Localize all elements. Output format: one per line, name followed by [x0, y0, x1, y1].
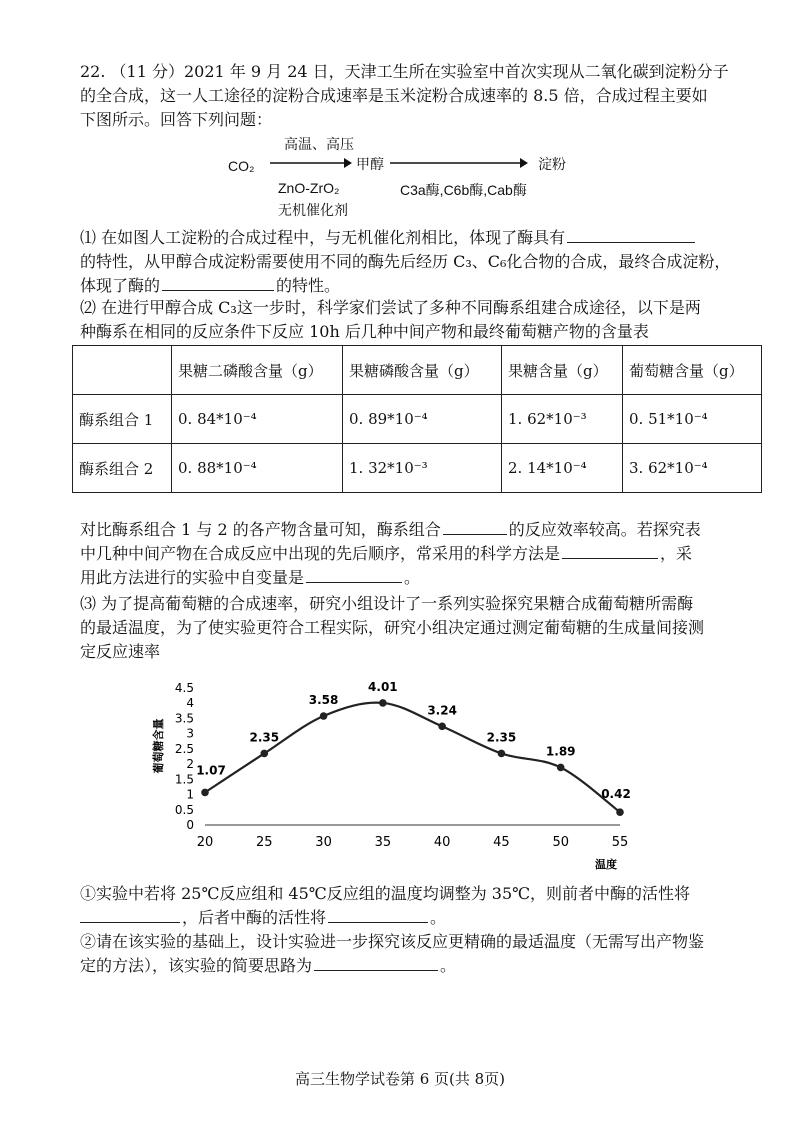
chart-data-label: 3.58	[308, 693, 339, 708]
chart-y-tick-label: 4.5	[174, 681, 194, 695]
part1-text-1: ⑴ 在如图人工淀粉的合成过程中，与无机催化剂相比，体现了酶具有	[80, 228, 566, 247]
chart-x-tick-label: 30	[315, 835, 332, 850]
chart-data-point	[438, 723, 446, 731]
scheme-catalyst-formula: ZnO-ZrO₂	[278, 180, 340, 196]
question-stem	[80, 60, 730, 132]
part2b-text-5: 用此方法进行的实验中自变量是	[80, 568, 305, 587]
scheme-co2: CO₂	[228, 158, 255, 174]
page-footer: 高三生物学试卷第 6 页(共 8页)	[294, 1070, 506, 1088]
chart-data-labels	[196, 680, 631, 801]
scheme-starch: 淀粉	[538, 156, 566, 172]
chart-data-label: 2.35	[486, 730, 517, 745]
part3-text-3: 定反应速率	[80, 642, 161, 661]
chart-x-tick-label: 25	[256, 835, 273, 850]
table-row	[73, 444, 762, 493]
chart-data-point	[320, 712, 328, 720]
answer-blank-7[interactable]	[328, 906, 428, 923]
part2b-text-3: 中几种中间产物在合成反应中出现的先后顺序，常采用的科学方法是	[80, 544, 561, 563]
table-header-cell: 果糖二磷酸含量（g）	[172, 346, 343, 395]
table-cell: 1. 32*10⁻³	[343, 444, 502, 493]
scheme-arrow-1	[270, 156, 352, 170]
chart-data-point	[498, 750, 506, 758]
scheme-condition-top: 高温、高压	[284, 136, 354, 152]
table-header-cell: 葡萄糖含量（g）	[623, 346, 762, 395]
chart-y-label	[151, 719, 165, 774]
question-line-3: 下图所示。回答下列问题：	[80, 110, 273, 129]
part3b-text-6: 。	[440, 956, 457, 975]
table-header-cell: 果糖含量（g）	[502, 346, 623, 395]
chart-data-label: 4.01	[368, 679, 398, 694]
chart-x-label: 温度	[595, 858, 617, 871]
chart-data-label: 2.35	[249, 730, 280, 745]
table-cell: 0. 89*10⁻⁴	[343, 395, 502, 444]
part1-text-4: 的特性。	[276, 276, 341, 295]
table-row	[73, 395, 762, 444]
chart-data-label: 1.07	[196, 763, 226, 778]
part3b-text-5: 定的方法），该实验的简要思路为	[80, 956, 313, 975]
table-cell: 0. 84*10⁻⁴	[172, 395, 343, 444]
chart-x-tick-label: 20	[196, 835, 214, 850]
part2-text-2: 种酶系在相同的反应条件下反应 10h 后几种中间产物和最终葡萄糖产物的含量表	[80, 322, 649, 341]
scheme-enzymes: C3a酶,C6b酶,Cab酶	[400, 182, 527, 198]
chart-data-label: 0.42	[601, 787, 631, 802]
part2-text-1: ⑵ 在进行甲醇合成 C₃这一步时，科学家们尝试了多种不同酶系组建合成途径，以下是两	[80, 298, 701, 317]
chart-x-tick-label: 35	[374, 835, 392, 850]
enzyme-product-table	[72, 345, 762, 493]
table-header-cell	[73, 346, 172, 395]
part-1	[80, 226, 730, 298]
part3b-text-4: ②请在该实验的基础上，设计实验进一步探究该反应更精确的最适温度（无需写出产物鉴	[80, 932, 705, 951]
chart-data-point	[201, 789, 209, 797]
chart-data-point	[260, 750, 268, 758]
chart-y-label-text: 葡萄糖含量	[152, 718, 165, 774]
answer-blank-3[interactable]	[443, 518, 507, 535]
part2b-text-6: 。	[404, 568, 421, 587]
chart-y-tick-label: 0.5	[174, 802, 194, 817]
chart-x-tick-label: 45	[493, 835, 510, 850]
chart-y-tick-label: 2	[186, 757, 194, 772]
table-cell: 1. 62*10⁻³	[502, 395, 623, 444]
chart-data-label: 1.89	[545, 744, 576, 759]
chart-data-point	[379, 699, 387, 707]
chart-y-tick-label: 0	[186, 818, 194, 832]
scheme-methanol: 甲醇	[356, 156, 384, 172]
chart-y-tick-label: 1.5	[174, 772, 194, 787]
answer-blank-6[interactable]	[80, 906, 180, 923]
part3-text-1: ⑶ 为了提高葡萄糖的合成速率，研究小组设计了一系列实验探究果糖合成葡萄糖所需酶	[80, 594, 694, 613]
answer-blank-8[interactable]	[314, 954, 438, 971]
part-3-questions	[80, 882, 730, 978]
chart-y-tick-label: 3	[186, 726, 194, 741]
table-cell: 酶系组合 1	[73, 395, 172, 444]
chart-data-label: 3.24	[427, 703, 457, 718]
answer-blank-5[interactable]	[306, 566, 402, 583]
answer-blank-4[interactable]	[562, 542, 658, 559]
chart-x-tick-label: 55	[611, 835, 629, 850]
table-cell: 0. 51*10⁻⁴	[623, 395, 762, 444]
temperature-glucose-chart	[150, 672, 650, 877]
chart-y-ticks	[175, 681, 194, 832]
part2b-text-1: 对比酶系组合 1 与 2 的各产物含量可知，酶系组合	[80, 520, 441, 539]
part2b-text-2: 的反应效率较高。若探究表	[508, 520, 701, 539]
part3b-text-3: 。	[430, 908, 447, 927]
chart-x-ticks	[197, 835, 629, 850]
part3b-text-1: ①实验中若将 25℃反应组和 45℃反应组的温度均调整为 35℃，则前者中酶的活性将	[80, 884, 691, 903]
reaction-scheme	[220, 132, 580, 222]
scheme-arrow-2	[390, 156, 528, 170]
table-header-row	[73, 346, 762, 395]
part1-text-2: 的特性，从甲醇合成淀粉需要使用不同的酶先后经历 C₃、C₆化合物的合成，最终合成淀粉，	[80, 252, 731, 271]
chart-data-point	[557, 764, 565, 772]
chart-data-point	[616, 808, 624, 816]
part-2-questions	[80, 518, 730, 590]
table-cell: 2. 14*10⁻⁴	[502, 444, 623, 493]
table-header-cell: 果糖磷酸含量（g）	[343, 346, 502, 395]
scheme-catalyst-label: 无机催化剂	[278, 202, 348, 218]
question-line-1: 22. （11 分）2021 年 9 月 24 日，天津工生所在实验室中首次实现从二氧化碳到淀粉分子	[80, 62, 729, 81]
table-cell: 3. 62*10⁻⁴	[623, 444, 762, 493]
chart-y-tick-label: 2.5	[174, 741, 194, 756]
part3-text-2: 的最适温度，为了使实验更符合工程实际，研究小组决定通过测定葡萄糖的生成量间接测	[80, 618, 705, 637]
part1-text-3: 体现了酶的	[80, 276, 161, 295]
part2b-text-4: ，采	[660, 544, 693, 563]
chart-y-tick-label: 1	[186, 787, 194, 802]
chart-x-tick-label: 40	[433, 835, 451, 850]
chart-y-tick-label: 3.5	[174, 711, 194, 726]
question-line-2: 的全合成，这一人工途径的淀粉合成速率是玉米淀粉合成速率的 8.5 倍，合成过程主要如	[80, 86, 708, 105]
answer-blank-1[interactable]	[567, 226, 695, 243]
part3b-text-2: ，后者中酶的活性将	[182, 908, 327, 927]
answer-blank-2[interactable]	[162, 274, 274, 291]
table-cell: 0. 88*10⁻⁴	[172, 444, 343, 493]
part-3	[80, 592, 730, 664]
table-cell: 酶系组合 2	[73, 444, 172, 493]
chart-y-tick-label: 4	[186, 696, 194, 711]
part-2	[80, 296, 730, 344]
chart-x-tick-label: 50	[552, 835, 569, 850]
